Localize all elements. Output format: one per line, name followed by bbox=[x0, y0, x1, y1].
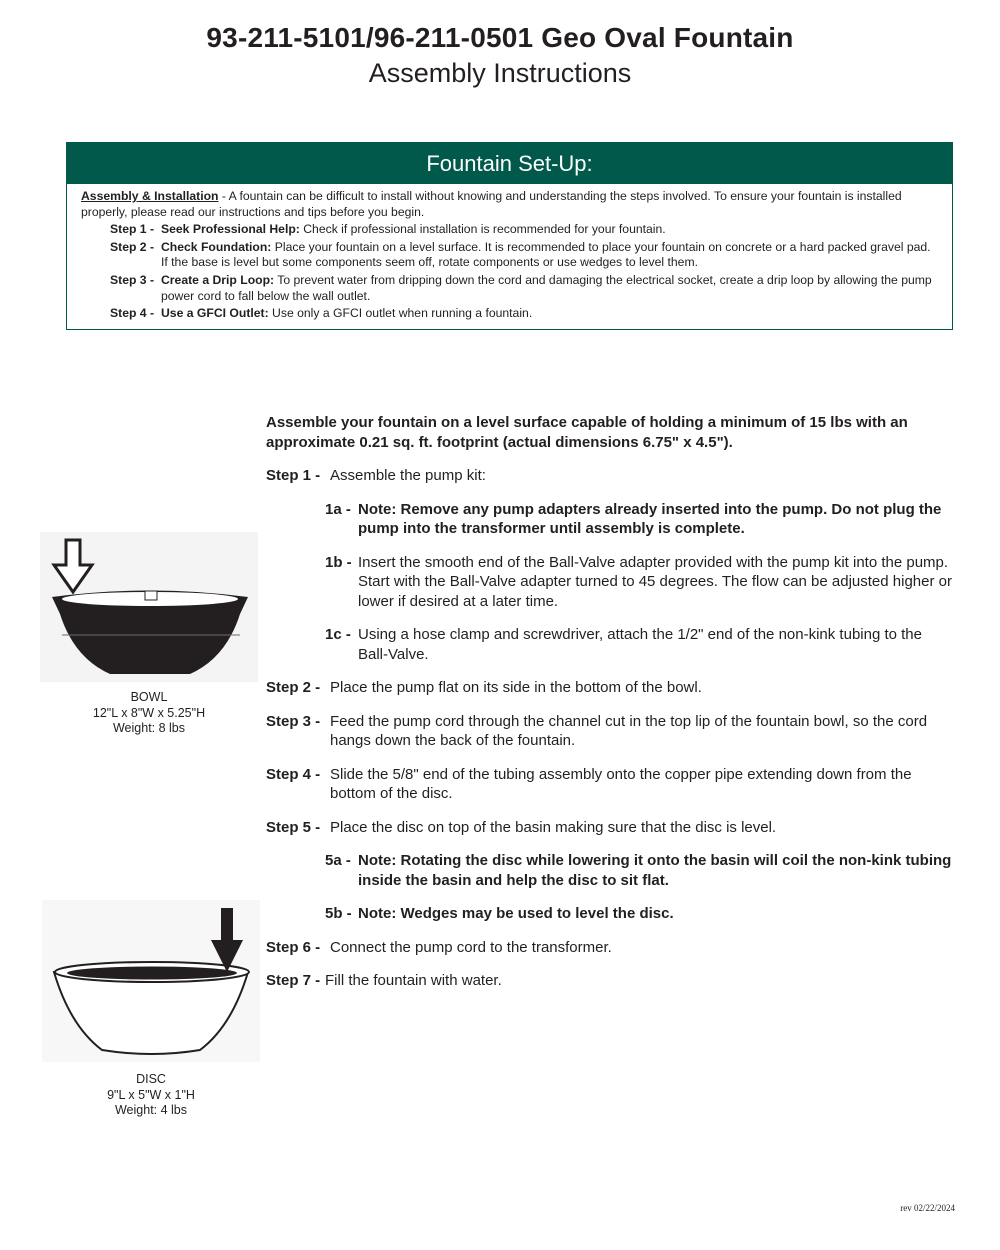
substep-number: 1c - bbox=[325, 626, 351, 643]
instruction-substep bbox=[325, 851, 956, 890]
substep-text: Note: Remove any pump adapters already inserted into the pump. Do not plug the pump into the transformer until assembly is complete. bbox=[358, 500, 942, 537]
instruction-substep bbox=[325, 625, 956, 664]
instruction-step bbox=[266, 466, 956, 486]
document-title: 93-211-5101/96-211-0501 Geo Oval Fountain bbox=[206, 22, 794, 53]
step-text: Place the pump flat on its side in the bottom of the bowl. bbox=[330, 679, 702, 696]
disc-label: DISC bbox=[136, 1072, 166, 1086]
setup-heading: Fountain Set-Up: bbox=[67, 143, 952, 184]
instructions-lead: Assemble your fountain on a level surface capable of holding a minimum of 15 lbs with an approximate 0.21 sq. ft. footprint (actual dimensions 6.75" x 4.5"). bbox=[266, 414, 908, 451]
revision-date: rev 02/22/2024 bbox=[900, 1203, 955, 1213]
instruction-substep bbox=[325, 904, 956, 924]
setup-intro-label: Assembly & Installation bbox=[81, 189, 219, 203]
step-text: Connect the pump cord to the transformer. bbox=[330, 938, 612, 956]
setup-step-label: Use a GFCI Outlet: bbox=[161, 306, 269, 321]
setup-content bbox=[67, 184, 952, 322]
step-number: Step 6 - bbox=[266, 938, 321, 956]
setup-step bbox=[81, 240, 938, 271]
substep-text: Note: Wedges may be used to level the disc. bbox=[358, 905, 674, 922]
document-subtitle: Assembly Instructions bbox=[368, 58, 632, 88]
bowl-label: BOWL bbox=[130, 690, 168, 704]
disc-weight: Weight: 4 lbs bbox=[114, 1103, 188, 1117]
step-number: Step 5 - bbox=[266, 818, 321, 836]
substep-number: 1b - bbox=[325, 553, 352, 571]
step-text: Feed the pump cord through the channel cut in the top lip of the fountain bowl, so the cord hangs down the back of the fountain. bbox=[330, 712, 928, 749]
instruction-step bbox=[266, 678, 956, 698]
bowl-figure bbox=[40, 532, 258, 737]
setup-intro-text: - A fountain can be difficult to install without knowing and understanding the steps involved. To ensure your fountain is installed properly, please read our instructions and tips before you begin. bbox=[81, 189, 902, 219]
step-number: Step 7 - bbox=[266, 972, 321, 989]
disc-figure bbox=[42, 900, 260, 1119]
setup-step-label: Create a Drip Loop: bbox=[161, 272, 275, 287]
document-header bbox=[0, 20, 1000, 90]
setup-step-number: Step 4 - bbox=[110, 306, 155, 321]
step-text: Slide the 5/8" end of the tubing assembly onto the copper pipe extending down from the bottom of the disc. bbox=[330, 765, 912, 802]
disc-illustration bbox=[42, 900, 260, 1062]
fountain-setup-box bbox=[66, 142, 953, 330]
bowl-illustration bbox=[40, 532, 258, 682]
substep-text: Insert the smooth end of the Ball-Valve adapter provided with the pump kit into the pump. Start with the Ball-Valve adapter turned to 45 degrees. The flow can be adjusted higher or lower if desired at a later time. bbox=[358, 553, 952, 610]
setup-step-number: Step 1 - bbox=[110, 222, 155, 237]
substep-number: 5a - bbox=[325, 852, 351, 869]
setup-step-text: To prevent water from dripping down the cord and damaging the electrical socket, create a drip loop by allowing the pump power cord to fall below the wall outlet. bbox=[161, 272, 932, 303]
step-text: Assemble the pump kit: bbox=[330, 467, 486, 484]
setup-step bbox=[81, 222, 938, 238]
step-text: Place the disc on top of the basin making sure that the disc is level. bbox=[330, 818, 777, 836]
instruction-step bbox=[266, 971, 956, 991]
instruction-substep bbox=[325, 553, 956, 612]
step-number: Step 1 - bbox=[266, 467, 321, 484]
substep-text: Note: Rotating the disc while lowering it onto the basin will coil the non-kink tubing inside the basin and help the disc to sit flat. bbox=[358, 852, 952, 889]
step-text: Fill the fountain with water. bbox=[325, 972, 502, 989]
instruction-substep bbox=[325, 500, 956, 539]
setup-step bbox=[81, 273, 938, 304]
instruction-step bbox=[266, 712, 956, 751]
disc-dimensions: 9"L x 5"W x 1"H bbox=[107, 1087, 195, 1102]
substep-text: Using a hose clamp and screwdriver, attach the 1/2" end of the non-kink tubing to the Ball-Valve. bbox=[358, 626, 922, 663]
setup-step-label: Check Foundation: bbox=[161, 239, 272, 254]
instruction-step bbox=[266, 938, 956, 958]
step-number: Step 4 - bbox=[266, 765, 321, 783]
instruction-step bbox=[266, 765, 956, 804]
substep-number: 5b - bbox=[325, 905, 352, 922]
setup-step-text: Check if professional installation is recommended for your fountain. bbox=[299, 222, 666, 237]
setup-step-text: Place your fountain on a level surface. It is recommended to place your fountain on concrete or a hard packed gravel pad. If the base is level but some components seem off, rotate components or use wedges to level them. bbox=[161, 239, 931, 270]
setup-step-label: Seek Professional Help: bbox=[161, 222, 300, 237]
assembly-instructions bbox=[266, 413, 956, 1005]
bowl-dimensions: 12"L x 8"W x 5.25"H bbox=[92, 705, 206, 720]
setup-step bbox=[81, 306, 938, 322]
setup-step-number: Step 3 - bbox=[110, 272, 155, 287]
instruction-step bbox=[266, 818, 956, 838]
setup-step-text: Use only a GFCI outlet when running a fountain. bbox=[268, 306, 533, 321]
setup-step-number: Step 2 - bbox=[110, 239, 155, 254]
setup-intro bbox=[81, 189, 938, 220]
bowl-weight: Weight: 8 lbs bbox=[112, 721, 186, 735]
step-number: Step 2 - bbox=[266, 679, 321, 696]
step-number: Step 3 - bbox=[266, 712, 321, 730]
substep-number: 1a - bbox=[325, 500, 351, 518]
